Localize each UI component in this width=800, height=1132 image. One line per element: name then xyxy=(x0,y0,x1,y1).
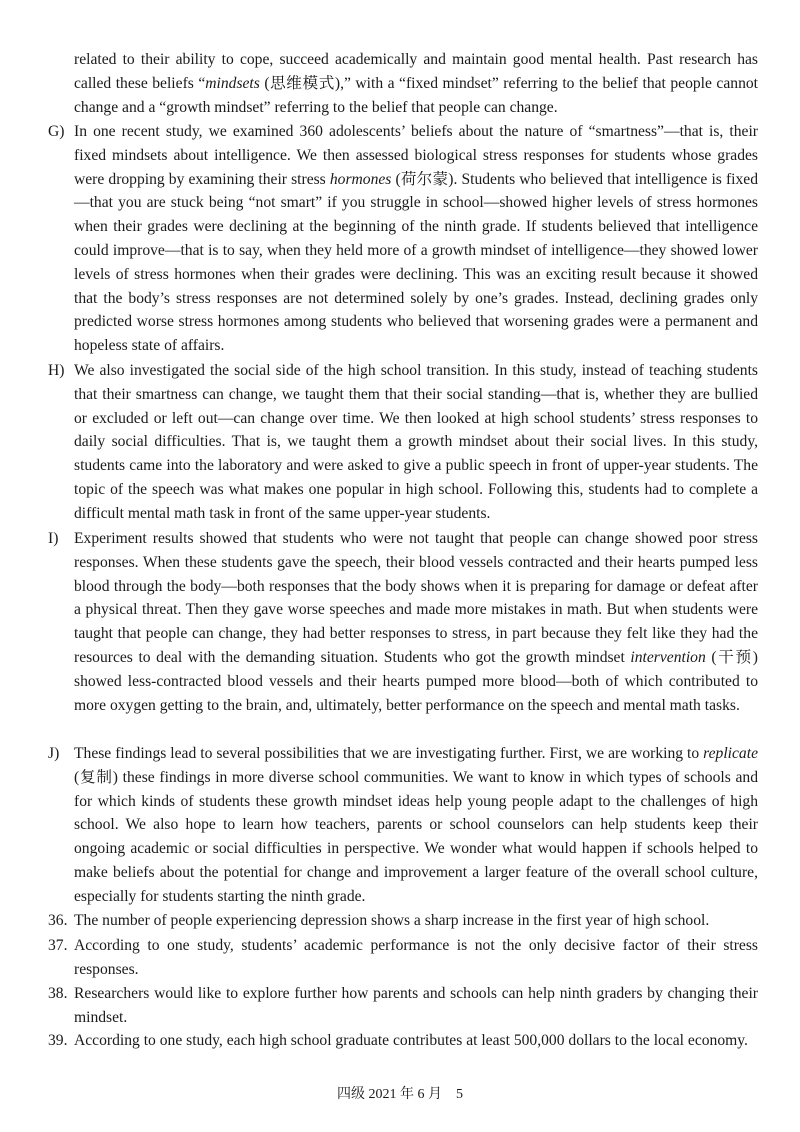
paragraph-label: I) xyxy=(48,530,59,547)
passage-paragraph-j xyxy=(48,742,758,909)
paragraph-label: J) xyxy=(48,745,60,762)
paragraph-body xyxy=(74,359,758,526)
text-segment: (思维模式),” with a “fixed mindset” referring to the belief that people cannot change and a “growth mindset” referring to the belief that people can change. xyxy=(74,74,758,116)
question-text: According to one study, each high school graduate contributes at least 500,000 dollars to the local economy. xyxy=(74,1032,748,1049)
text-segment: We also investigated the social side of the high school transition. In this study, instead of teaching students that their smartness can change, we taught them that their social standing—that is, whether they are bullied or excluded or left out—can change over time. We then looked at high school students’ stress responses to daily social difficulties. That is, we taught them a growth mindset about their social lives. In this study, students came into the laboratory and were asked to give a public speech in front of upper-year students. The topic of the speech was what makes one popular in high school. Following this, students had to complete a difficult mental math task in front of the same upper-year students. xyxy=(74,362,758,522)
text-segment: (干预) showed less-contracted blood vessels and their hearts pumped more blood—both of which contributed to more oxygen getting to the brain, and, ultimately, better performance on the speech and mental math tasks. xyxy=(74,648,758,714)
text-segment: In one recent study, we examined 360 adolescents’ beliefs about the nature of “smartness”—that is, their fixed mindsets about intelligence. We then assessed biological stress responses for students whose grades were dropping by examining their stress xyxy=(74,123,758,188)
text-segment: These findings lead to several possibilities that we are investigating further. First, we are working to xyxy=(74,745,704,762)
question-39 xyxy=(48,1029,758,1053)
question-38 xyxy=(48,982,758,1030)
paragraph-body xyxy=(74,48,758,119)
glossed-term: hormones xyxy=(329,170,392,188)
question-text: Researchers would like to explore further how parents and schools can help ninth graders by changing their mindset. xyxy=(74,985,758,1026)
text-segment: Experiment results showed that students who were not taught that people can change showed poor stress responses. When these students gave the speech, their blood vessels contracted and their hearts pumped less blood through the body—both responses that the body shows when it is preparing for damage or defeat after a physical threat. Then they gave worse speeches and made more mistakes in math. But when students were taught that people can change, they had better responses to stress, in part because they felt like they had the resources to deal with the demanding situation. Students who got the growth mindset xyxy=(74,530,758,666)
glossed-term: mindsets xyxy=(205,74,260,92)
question-number: 36. xyxy=(48,912,68,929)
paragraph-label: G) xyxy=(48,123,65,140)
paragraph-body xyxy=(74,120,758,358)
page-footer: 四级 2021 年 6 月 5 xyxy=(337,1087,463,1102)
glossed-term: replicate xyxy=(703,745,758,762)
question-text: The number of people experiencing depression shows a sharp increase in the first year of high school. xyxy=(74,912,710,929)
passage-paragraph-h xyxy=(48,359,758,526)
passage-paragraph-i xyxy=(48,527,758,717)
question-number: 39. xyxy=(48,1032,68,1049)
paragraph-body xyxy=(74,742,758,909)
question-number: 37. xyxy=(48,937,68,954)
text-segment: (复制) these findings in more diverse school communities. We want to know in which types of schools and for which kinds of students these growth mindset ideas help young people adapt to the challenges of high school. We also hope to learn how teachers, parents or school counselors can help students keep their ongoing academic or social difficulties in perspective. We wonder what would happen if schools helped to make beliefs about the potential for change and improvement a larger feature of the overall school culture, especially for students starting the ninth grade. xyxy=(74,768,758,905)
paragraph-label: H) xyxy=(48,362,65,379)
passage-paragraph-f-continued xyxy=(48,48,758,119)
text-segment: (荷尔蒙). Students who believed that intelligence is fixed—that you are stuck being “not smart” if you struggle in school—showed higher levels of stress hormones when their grades were declining at the beginning of the ninth grade. If students believed that intelligence could improve—that is to say, when they held more of a growth mindset of intelligence—they showed lower levels of stress hormones when their grades were declining. This was an exciting result because it showed that the body’s stress responses are not determined solely by one’s grades. Instead, declining grades only predicted worse stress hormones among students who believed that worsening grades were a permanent and hopeless state of affairs. xyxy=(74,170,758,355)
paragraph-body xyxy=(74,527,758,717)
question-36 xyxy=(48,909,758,933)
question-37 xyxy=(48,934,758,982)
question-number: 38. xyxy=(48,985,68,1002)
text-segment: related to their ability to cope, succeed academically and maintain good mental health. Past research has called these beliefs “ xyxy=(74,51,758,92)
question-text: According to one study, students’ academic performance is not the only decisive factor of their stress responses. xyxy=(74,937,758,978)
passage-paragraph-g xyxy=(48,120,758,358)
glossed-term: intervention xyxy=(630,648,706,666)
